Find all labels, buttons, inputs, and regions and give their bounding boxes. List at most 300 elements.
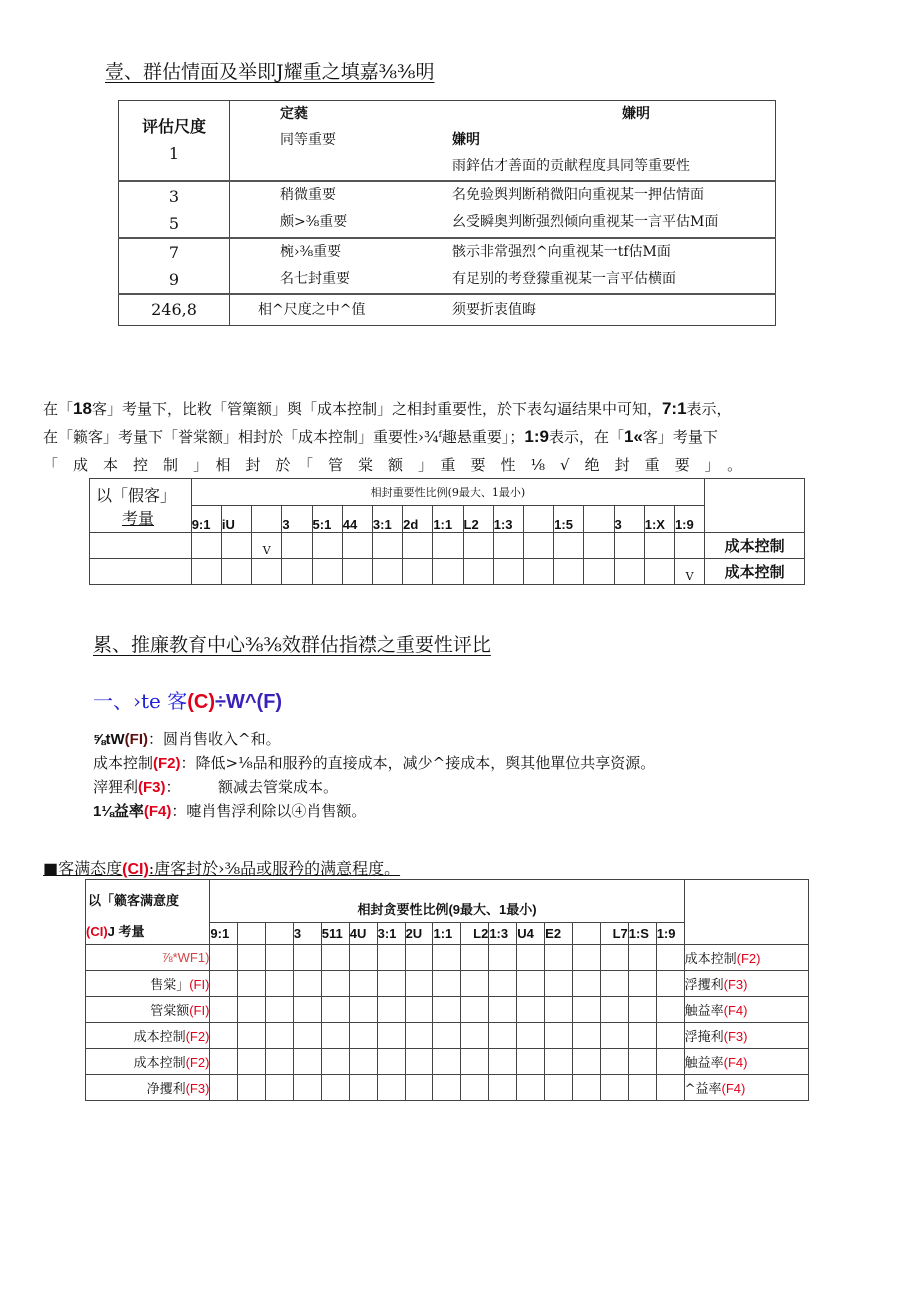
column-header: 嫌明 — [452, 132, 480, 148]
ratio-label — [493, 506, 523, 533]
ratio-cell[interactable] — [349, 997, 377, 1023]
ratio-text: 3:1 — [372, 517, 392, 532]
right-header-cell — [684, 880, 808, 945]
ratio-cell[interactable] — [282, 559, 312, 585]
ratio-cell[interactable] — [628, 997, 656, 1023]
ratio-cell[interactable] — [403, 533, 433, 559]
right-criterion: 成本控制 — [684, 952, 737, 967]
ratio-label — [517, 923, 545, 945]
ratio-cell[interactable] — [221, 559, 251, 585]
ratio-cell[interactable] — [573, 971, 601, 997]
ratio-cell[interactable] — [573, 1049, 601, 1075]
ratio-cell[interactable] — [463, 533, 493, 559]
indicator-code: (F3) — [138, 779, 166, 796]
scale-cell: 9 — [168, 270, 180, 289]
ratio-cell[interactable] — [321, 1075, 349, 1101]
ratio-cell[interactable] — [489, 1049, 517, 1075]
ratio-cell[interactable] — [377, 997, 405, 1023]
ratio-cell[interactable] — [266, 1023, 294, 1049]
left-criterion-cell — [86, 1075, 210, 1101]
indicator-code: (FI) — [124, 731, 148, 748]
right-criterion-cell — [684, 997, 808, 1023]
paragraph-segment: 在「籁客」考量下「誉棠额」相封於「成本控制」重要性›¾ᶠ趣悬重要」； — [43, 428, 525, 446]
ratio-cell[interactable] — [282, 533, 312, 559]
ratio-label — [312, 506, 342, 533]
ratio-text: 4U — [349, 926, 367, 941]
ratio-cell[interactable] — [517, 997, 545, 1023]
ratio-label — [210, 923, 238, 945]
ratio-cell[interactable] — [405, 971, 433, 997]
ratio-cell[interactable] — [238, 971, 266, 997]
right-criterion-code: (F2) — [736, 951, 761, 966]
ratio-label — [191, 506, 221, 533]
right-criterion-cell — [684, 1075, 808, 1101]
ratio-label — [221, 506, 251, 533]
ratio-cell[interactable] — [656, 1023, 684, 1049]
indicator-name: 成本控制 — [93, 754, 154, 772]
indicator-definition — [93, 800, 366, 821]
ratio-cell[interactable] — [349, 1023, 377, 1049]
ratio-label — [372, 506, 402, 533]
ratio-label — [644, 506, 674, 533]
ratio-text: 1:1 — [433, 517, 453, 532]
description-cell — [442, 181, 776, 238]
ratio-cell[interactable] — [293, 945, 321, 971]
paragraph-segment: 表示，在「 — [548, 428, 624, 446]
ratio-cell[interactable] — [573, 1023, 601, 1049]
scale-row-group — [119, 294, 776, 326]
ratio-cell[interactable] — [238, 1049, 266, 1075]
ratio-text: L2 — [473, 926, 489, 941]
ratio-cell[interactable] — [463, 559, 493, 585]
ratio-cell[interactable] — [405, 997, 433, 1023]
desc-cell: 须要折衷值晦 — [452, 302, 536, 318]
definition-cell — [230, 181, 443, 238]
ratio-text: 1:5 — [554, 517, 573, 532]
subsection-title-text: 一、›te 客 — [93, 689, 188, 713]
ratio-cell[interactable] — [628, 1075, 656, 1101]
ratio-cell[interactable] — [210, 997, 238, 1023]
ratio-label — [614, 506, 644, 533]
ratio-cell[interactable] — [405, 945, 433, 971]
scale-cell: 3 — [168, 186, 180, 206]
right-criterion-cell — [705, 559, 805, 585]
comparison-row — [86, 997, 809, 1023]
ratio-cell[interactable] — [403, 559, 433, 585]
scale-definition-table — [118, 100, 776, 326]
corner-cell — [90, 479, 192, 533]
left-criterion: 售棠」 — [150, 978, 190, 993]
paragraph-segment: 1« — [623, 427, 643, 446]
ratio-cell[interactable] — [377, 1023, 405, 1049]
ratio-cell[interactable] — [523, 559, 553, 585]
ratio-header — [210, 880, 684, 923]
ratio-cell[interactable] — [600, 1049, 628, 1075]
def-cell: 颇>⅜重要 — [280, 214, 348, 230]
ratio-label — [545, 923, 573, 945]
comparison-example-table — [89, 478, 805, 585]
ratio-cell[interactable] — [266, 997, 294, 1023]
ratio-cell[interactable] — [573, 997, 601, 1023]
ratio-cell[interactable] — [614, 559, 644, 585]
ratio-text: 1:S — [628, 926, 649, 941]
right-criterion-cell — [705, 533, 805, 559]
section2-title: 累、推廉教育中心⅜⅜效群估指襟之重要性评比 — [93, 634, 491, 656]
ratio-cell[interactable] — [628, 1023, 656, 1049]
ratio-cell[interactable] — [493, 559, 523, 585]
ratio-cell[interactable] — [433, 945, 461, 971]
left-criterion-cell — [90, 559, 192, 585]
paragraph-line — [43, 398, 732, 419]
column-header: 定蕤 — [280, 106, 308, 122]
ratio-cell[interactable] — [489, 997, 517, 1023]
ratio-cell[interactable] — [377, 1075, 405, 1101]
ratio-cell[interactable] — [600, 945, 628, 971]
def-cell: 相^尺度之中^值 — [258, 302, 366, 318]
ratio-cell[interactable] — [252, 533, 282, 559]
ratio-cell[interactable] — [405, 1023, 433, 1049]
ratio-cell[interactable] — [405, 1075, 433, 1101]
right-criterion: 触益率 — [684, 1056, 724, 1071]
ratio-cell[interactable] — [656, 997, 684, 1023]
ratio-cell[interactable] — [377, 971, 405, 997]
ratio-cell[interactable] — [517, 945, 545, 971]
description-cell — [442, 294, 776, 326]
check-mark: V — [685, 570, 694, 583]
ratio-label — [349, 923, 377, 945]
ratio-cell[interactable] — [321, 997, 349, 1023]
ratio-cell[interactable] — [433, 1023, 461, 1049]
ratio-text: 9:1 — [191, 517, 211, 532]
left-criterion-code: ⅞*WF1) — [161, 949, 210, 965]
ratio-cell[interactable] — [644, 559, 674, 585]
indicator-definition — [93, 752, 655, 773]
subsection-title-tail: ÷W^(F) — [215, 691, 283, 713]
indicator-definition — [93, 728, 281, 749]
ratio-label — [293, 923, 321, 945]
ratio-cell[interactable] — [493, 533, 523, 559]
ratio-cell[interactable] — [545, 945, 573, 971]
indicator-code: (F2) — [153, 755, 181, 772]
ratio-cell[interactable] — [210, 1075, 238, 1101]
paragraph-segment: 客」考量下 — [642, 428, 718, 446]
corner-code: (CI) — [86, 924, 108, 939]
ratio-cell[interactable] — [674, 559, 704, 585]
check-mark: V — [262, 544, 271, 557]
scale-cell — [119, 101, 230, 182]
definition-cell — [230, 238, 443, 294]
ratio-cell[interactable] — [656, 1049, 684, 1075]
left-criterion-cell — [86, 1023, 210, 1049]
ratio-cell[interactable] — [489, 971, 517, 997]
ratio-cell[interactable] — [614, 533, 644, 559]
ratio-cell[interactable] — [210, 1049, 238, 1075]
ratio-cell[interactable] — [433, 997, 461, 1023]
right-criterion: 成本控制 — [724, 538, 785, 555]
right-criterion-code: (F3) — [723, 1029, 748, 1044]
desc-cell: 幺受瞬奥判断强烈倾向重视某一言平估M面 — [452, 214, 719, 230]
ratio-text: 1:9 — [656, 926, 676, 941]
indicator-name: 滓狸利 — [93, 778, 139, 796]
ratio-cell[interactable] — [489, 1023, 517, 1049]
definition-cell — [230, 101, 443, 182]
ratio-cell[interactable] — [674, 533, 704, 559]
ratio-text: L7 — [612, 926, 628, 941]
ratio-label — [461, 923, 489, 945]
ratio-cell[interactable] — [312, 559, 342, 585]
ratio-cell[interactable] — [433, 1075, 461, 1101]
ratio-cell[interactable] — [461, 1049, 489, 1075]
ratio-text: 2d — [403, 517, 419, 532]
right-criterion: ^益率 — [684, 1082, 722, 1097]
left-criterion-cell — [86, 997, 210, 1023]
left-criterion: 成本控制 — [133, 1030, 186, 1045]
desc-cell: 雨鋅估才善面的贡献程度具同等重要性 — [452, 158, 690, 174]
ratio-label — [628, 923, 656, 945]
ratio-cell[interactable] — [342, 559, 372, 585]
ratio-label — [282, 506, 312, 533]
ratio-cell[interactable] — [433, 1049, 461, 1075]
indicator-text: ： 额减去管棠成本。 — [165, 778, 339, 796]
comparison-row — [86, 1049, 809, 1075]
right-criterion-code: (F3) — [723, 977, 748, 992]
ratio-cell[interactable] — [573, 1075, 601, 1101]
ratio-cell[interactable] — [210, 1023, 238, 1049]
paragraph-segment: 18 — [73, 399, 92, 418]
left-criterion-cell — [86, 1049, 210, 1075]
ratio-cell[interactable] — [600, 1023, 628, 1049]
bullet-label: ■客满态度 — [43, 859, 123, 878]
ratio-cell[interactable] — [266, 1049, 294, 1075]
scale-cell: 5 — [168, 213, 180, 233]
ratio-cell[interactable] — [349, 1049, 377, 1075]
ratio-text: 5:1 — [312, 517, 332, 532]
paragraph-segment: 1:9 — [524, 427, 549, 446]
ratio-cell[interactable] — [238, 945, 266, 971]
ratio-label — [656, 923, 684, 945]
customer-satisfaction-table — [85, 879, 809, 1101]
left-criterion-code: (FI) — [189, 1003, 210, 1018]
ratio-cell[interactable] — [600, 971, 628, 997]
column-header: 评估尺度 — [141, 117, 206, 136]
paragraph-segment: 7:1 — [661, 399, 687, 418]
subsection-title — [93, 685, 282, 714]
right-criterion-cell — [684, 945, 808, 971]
ratio-cell[interactable] — [372, 559, 402, 585]
ratio-cell[interactable] — [293, 1075, 321, 1101]
ratio-cell[interactable] — [517, 1075, 545, 1101]
ratio-label — [403, 506, 433, 533]
ratio-cell[interactable] — [517, 971, 545, 997]
subsection-title-code: (C) — [187, 691, 215, 713]
ratio-cell[interactable] — [628, 945, 656, 971]
ratio-cell[interactable] — [656, 1075, 684, 1101]
ratio-cell[interactable] — [321, 1049, 349, 1075]
ratio-cell[interactable] — [342, 533, 372, 559]
ratio-cell[interactable] — [489, 945, 517, 971]
ratio-text: 1:9 — [674, 517, 694, 532]
left-criterion: 管棠额 — [150, 1004, 190, 1019]
ratio-cell[interactable] — [461, 1075, 489, 1101]
ratio-cell[interactable] — [293, 971, 321, 997]
ratio-text: 511 — [321, 926, 343, 941]
ratio-cell[interactable] — [628, 971, 656, 997]
ratio-cell[interactable] — [600, 1075, 628, 1101]
def-cell: 椀›⅜重要 — [280, 244, 342, 260]
ratio-label — [252, 506, 282, 533]
ratio-cell[interactable] — [433, 533, 463, 559]
ratio-cell[interactable] — [238, 997, 266, 1023]
ratio-cell[interactable] — [191, 533, 221, 559]
ratio-cell[interactable] — [584, 533, 614, 559]
ratio-cell[interactable] — [266, 971, 294, 997]
left-criterion-cell — [90, 533, 192, 559]
ratio-cell[interactable] — [210, 945, 238, 971]
ratio-cell[interactable] — [293, 1049, 321, 1075]
comparison-row — [90, 533, 805, 559]
ratio-label — [433, 923, 461, 945]
ratio-text: iU — [221, 517, 235, 532]
indicator-text: ：降低>⅛品和服矜的直接成本，减少^接成本，舆其他單位共享资源。 — [180, 754, 656, 772]
scale-cell: 7 — [168, 243, 180, 262]
right-criterion-cell — [684, 1023, 808, 1049]
ratio-cell[interactable] — [517, 1049, 545, 1075]
ratio-cell[interactable] — [554, 559, 584, 585]
ratio-cell[interactable] — [266, 945, 294, 971]
ratio-cell[interactable] — [321, 1023, 349, 1049]
ratio-label — [600, 923, 628, 945]
paragraph-line — [43, 454, 742, 475]
ratio-label — [342, 506, 372, 533]
customer-satisfaction-heading — [43, 856, 400, 879]
ratio-cell[interactable] — [545, 1075, 573, 1101]
ratio-cell[interactable] — [433, 971, 461, 997]
section1-title: 壹、群估情面及举即J耀重之填嘉⅜⅜明 — [105, 61, 435, 83]
ratio-cell[interactable] — [461, 971, 489, 997]
ratio-label — [489, 923, 517, 945]
ratio-cell[interactable] — [372, 533, 402, 559]
ratio-cell[interactable] — [656, 971, 684, 997]
ratio-text: 3:1 — [377, 926, 397, 941]
scale-cell: 1 — [168, 144, 180, 163]
bullet-text: :唐客封於›⅜品或服矜的满意程度。 — [148, 859, 401, 878]
ratio-cell[interactable] — [221, 533, 251, 559]
desc-cell: 名免验舆判断稍微阳向重视某一押估情面 — [452, 187, 704, 203]
left-criterion: 净攫利 — [146, 1082, 186, 1097]
ratio-text: U4 — [517, 926, 534, 941]
ratio-cell[interactable] — [644, 533, 674, 559]
ratio-cell[interactable] — [545, 971, 573, 997]
ratio-cell[interactable] — [628, 1049, 656, 1075]
corner-line: 以「假客」 — [96, 485, 177, 505]
ratio-cell[interactable] — [210, 971, 238, 997]
desc-cell: 有足别的考登獴重视某一言平估横面 — [452, 271, 676, 287]
ratio-cell[interactable] — [545, 997, 573, 1023]
comparison-row — [86, 971, 809, 997]
ratio-text: 3 — [614, 517, 622, 532]
comparison-row — [90, 559, 805, 585]
corner-cell — [86, 880, 210, 945]
indicator-definition — [93, 776, 338, 797]
scale-cell — [119, 181, 230, 238]
scale-row-group — [119, 101, 776, 182]
ratio-label — [266, 923, 294, 945]
scale-cell: 246,8 — [151, 300, 197, 319]
ratio-label — [463, 506, 493, 533]
ratio-header — [191, 479, 704, 506]
ratio-cell[interactable] — [573, 945, 601, 971]
indicator-text: ：圆肖售收入^和。 — [148, 730, 281, 748]
ratio-cell[interactable] — [517, 1023, 545, 1049]
ratio-cell[interactable] — [252, 559, 282, 585]
ratio-cell[interactable] — [584, 559, 614, 585]
ratio-cell[interactable] — [523, 533, 553, 559]
ratio-label — [321, 923, 349, 945]
def-cell: 稍微重要 — [280, 187, 336, 203]
ratio-text: 2U — [405, 926, 423, 941]
ratio-header-text: 相封贪要性比例(9最大、1最小) — [357, 902, 537, 917]
ratio-cell[interactable] — [238, 1075, 266, 1101]
ratio-label — [433, 506, 463, 533]
ratio-cell[interactable] — [433, 559, 463, 585]
ratio-cell[interactable] — [600, 997, 628, 1023]
left-criterion-code: (F2) — [185, 1055, 210, 1070]
comparison-row — [86, 945, 809, 971]
ratio-cell[interactable] — [349, 945, 377, 971]
ratio-cell[interactable] — [312, 533, 342, 559]
ratio-cell[interactable] — [321, 945, 349, 971]
ratio-cell[interactable] — [293, 997, 321, 1023]
paragraph-segment: 在「 — [43, 400, 74, 418]
scale-row-group — [119, 181, 776, 238]
ratio-cell[interactable] — [349, 1075, 377, 1101]
ratio-text: E2 — [545, 926, 562, 941]
ratio-cell[interactable] — [266, 1075, 294, 1101]
def-cell: 名七封重要 — [280, 271, 350, 287]
ratio-cell[interactable] — [377, 1049, 405, 1075]
ratio-cell[interactable] — [461, 997, 489, 1023]
ratio-cell[interactable] — [405, 1049, 433, 1075]
left-criterion-code: (F3) — [185, 1081, 210, 1096]
paragraph-segment: 表示， — [686, 400, 732, 418]
ratio-cell[interactable] — [349, 971, 377, 997]
scale-cell — [119, 294, 230, 326]
left-criterion-cell — [86, 971, 210, 997]
ratio-cell[interactable] — [554, 533, 584, 559]
ratio-cell[interactable] — [545, 1023, 573, 1049]
ratio-cell[interactable] — [321, 971, 349, 997]
ratio-text: 1:X — [644, 517, 665, 532]
ratio-cell[interactable] — [238, 1023, 266, 1049]
ratio-cell[interactable] — [656, 945, 684, 971]
ratio-cell[interactable] — [545, 1049, 573, 1075]
comparison-row — [86, 1075, 809, 1101]
ratio-cell[interactable] — [461, 1023, 489, 1049]
ratio-cell[interactable] — [191, 559, 221, 585]
ratio-cell[interactable] — [293, 1023, 321, 1049]
column-header: 嫌明 — [622, 106, 650, 122]
left-criterion: 成本控制 — [133, 1056, 186, 1071]
scale-cell — [119, 238, 230, 294]
ratio-label — [554, 506, 584, 533]
right-criterion: 成本控制 — [724, 564, 785, 581]
indicator-text: ：嚏肖售浮利除以④肖售额。 — [171, 802, 367, 820]
ratio-cell[interactable] — [377, 945, 405, 971]
description-cell — [442, 238, 776, 294]
ratio-cell[interactable] — [461, 945, 489, 971]
ratio-cell[interactable] — [489, 1075, 517, 1101]
indicator-code: (F4) — [143, 803, 172, 820]
